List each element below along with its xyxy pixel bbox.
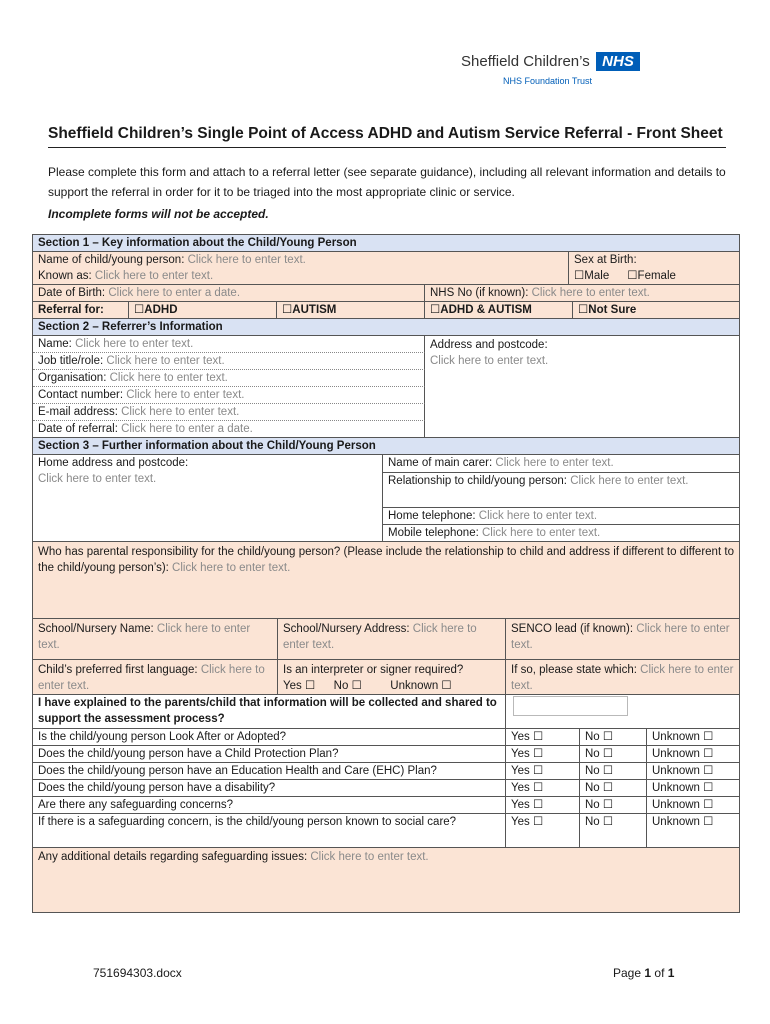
child-name-label: Name of child/young person: — [38, 254, 185, 266]
carer-cell — [383, 455, 739, 473]
additional-details-cell — [33, 848, 739, 912]
home-telephone-input[interactable]: Click here to enter text. — [478, 510, 598, 522]
interpreter-cell — [278, 660, 506, 695]
interpreter-which-label: If so, please state which: — [511, 664, 637, 676]
trust-logo — [461, 52, 640, 71]
language-label: Child’s preferred first language: — [38, 664, 198, 676]
ehc-plan-yes-checkbox[interactable]: Yes ☐ — [506, 763, 580, 780]
school-name-input[interactable]: Click here to enter text. — [38, 623, 251, 651]
nhs-cell — [425, 285, 739, 302]
page-total: 1 — [667, 966, 675, 980]
dob-cell — [33, 285, 425, 302]
referral-form — [32, 234, 740, 913]
protection-plan-unknown-checkbox[interactable]: Unknown ☐ — [647, 746, 739, 763]
home-telephone-label: Home telephone: — [388, 510, 476, 522]
child-name-cell — [33, 252, 569, 285]
sex-cell — [569, 252, 739, 285]
job-title-label: Job title/role: — [38, 355, 104, 367]
adhd-autism-checkbox[interactable]: ☐ADHD & AUTISM — [425, 302, 573, 319]
female-checkbox[interactable]: ☐Female — [627, 270, 676, 282]
safeguarding-yes-checkbox[interactable]: Yes ☐ — [506, 797, 580, 814]
job-title-cell — [33, 353, 425, 370]
looked-after-unknown-checkbox[interactable]: Unknown ☐ — [647, 729, 739, 746]
referrer-address-label: Address and postcode: — [430, 339, 548, 351]
organisation-cell — [33, 370, 425, 387]
relationship-label: Relationship to child/young person: — [388, 475, 568, 487]
contact-number-input[interactable]: Click here to enter text. — [126, 389, 245, 401]
relationship-cell — [383, 473, 739, 508]
mobile-telephone-input[interactable]: Click here to enter text. — [482, 527, 601, 539]
organisation-label: Organisation: — [38, 372, 107, 384]
male-checkbox[interactable]: ☐Male — [574, 270, 610, 282]
dob-input[interactable]: Click here to enter a date. — [108, 287, 241, 299]
question-disability: Does the child/young person have a disability? — [33, 780, 506, 797]
referral-date-input[interactable]: Click here to enter a date. — [121, 423, 253, 435]
referrer-address-cell — [425, 336, 739, 438]
organisation-input[interactable]: Click here to enter text. — [109, 372, 228, 384]
contact-number-cell — [33, 387, 425, 404]
section1-heading: Section 1 – Key information about the Child/Young Person — [33, 235, 739, 252]
question-protection-plan: Does the child/young person have a Child Protection Plan? — [33, 746, 506, 763]
logo-sub: NHS Foundation Trust — [503, 76, 593, 86]
explained-cell: I have explained to the parents/child that information will be collected and shared to support the assessment process? — [33, 695, 506, 729]
parental-responsibility-input[interactable]: Click here to enter text. — [172, 562, 291, 574]
home-address-label: Home address and postcode: — [38, 457, 189, 469]
disability-unknown-checkbox[interactable]: Unknown ☐ — [647, 780, 739, 797]
protection-plan-no-checkbox[interactable]: No ☐ — [580, 746, 647, 763]
safeguarding-no-checkbox[interactable]: No ☐ — [580, 797, 647, 814]
footer-page-number — [613, 966, 674, 980]
interpreter-which-input[interactable]: Click here to enter text. — [511, 664, 734, 692]
nhs-label: NHS No (if known): — [430, 287, 529, 299]
interpreter-label: Is an interpreter or signer required? — [283, 664, 464, 676]
senco-cell — [506, 619, 739, 660]
disability-yes-checkbox[interactable]: Yes ☐ — [506, 780, 580, 797]
dob-label: Date of Birth: — [38, 287, 106, 299]
nhs-input[interactable]: Click here to enter text. — [531, 287, 650, 299]
adhd-checkbox[interactable]: ☐ADHD — [129, 302, 277, 319]
logo-org-name: Sheffield Children’s — [461, 53, 590, 70]
safeguarding-unknown-checkbox[interactable]: Unknown ☐ — [647, 797, 739, 814]
mobile-telephone-cell — [383, 525, 739, 542]
warning-text: Incomplete forms will not be accepted. — [48, 207, 269, 221]
interpreter-which-cell — [506, 660, 739, 695]
language-input[interactable]: Click here to enter text. — [38, 664, 265, 692]
home-telephone-cell — [383, 508, 739, 525]
parental-responsibility-label: Who has parental responsibility for the child/young person? (Please include the relationship to child and address if different to different to the child/young person’s): — [38, 546, 734, 574]
question-looked-after: Is the child/young person Look After or Adopted? — [33, 729, 506, 746]
referral-date-label: Date of referral: — [38, 423, 118, 435]
page-current: 1 — [644, 966, 652, 980]
carer-label: Name of main carer: — [388, 457, 493, 469]
autism-checkbox[interactable]: ☐AUTISM — [277, 302, 425, 319]
email-label: E-mail address: — [38, 406, 118, 418]
sex-label: Sex at Birth: — [574, 254, 637, 266]
looked-after-no-checkbox[interactable]: No ☐ — [580, 729, 647, 746]
section2-heading: Section 2 – Referrer’s Information — [33, 319, 739, 336]
referrer-name-cell — [33, 336, 425, 353]
social-care-no-checkbox[interactable]: No ☐ — [580, 814, 647, 848]
known-as-input[interactable]: Click here to enter text. — [94, 270, 214, 282]
social-care-yes-checkbox[interactable]: Yes ☐ — [506, 814, 580, 848]
ehc-plan-unknown-checkbox[interactable]: Unknown ☐ — [647, 763, 739, 780]
footer-filename: 751694303.docx — [93, 966, 182, 980]
social-care-unknown-checkbox[interactable]: Unknown ☐ — [647, 814, 739, 848]
section3-heading: Section 3 – Further information about the Child/Young Person — [33, 438, 739, 455]
child-name-input[interactable]: Click here to enter text. — [187, 254, 306, 266]
disability-no-checkbox[interactable]: No ☐ — [580, 780, 647, 797]
carer-input[interactable]: Click here to enter text. — [495, 457, 614, 469]
parental-responsibility-cell — [33, 542, 739, 619]
interpreter-unknown-checkbox[interactable]: Unknown ☐ — [390, 680, 452, 692]
additional-details-label: Any additional details regarding safeguarding issues: — [38, 851, 308, 863]
referrer-name-input[interactable]: Click here to enter text. — [75, 338, 194, 350]
ehc-plan-no-checkbox[interactable]: No ☐ — [580, 763, 647, 780]
question-social-care: If there is a safeguarding concern, is the child/young person known to social care? — [33, 814, 506, 848]
home-address-cell — [33, 455, 383, 542]
page-prefix: Page — [613, 966, 642, 980]
question-ehc-plan: Does the child/young person have an Education Health and Care (EHC) Plan? — [33, 763, 506, 780]
senco-input[interactable]: Click here to enter text. — [511, 623, 730, 651]
nhs-badge: NHS — [596, 52, 640, 71]
referrer-name-label: Name: — [38, 338, 72, 350]
relationship-input[interactable]: Click here to enter text. — [570, 475, 689, 487]
known-as-label: Known as: — [38, 270, 92, 282]
looked-after-yes-checkbox[interactable]: Yes ☐ — [506, 729, 580, 746]
school-address-cell — [278, 619, 506, 660]
school-name-label: School/Nursery Name: — [38, 623, 154, 635]
school-address-input[interactable]: Click here to enter text. — [283, 623, 477, 651]
referrer-address-input[interactable]: Click here to enter text. — [430, 355, 549, 367]
school-address-label: School/Nursery Address: — [283, 623, 410, 635]
contact-number-label: Contact number: — [38, 389, 124, 401]
explained-input[interactable] — [513, 696, 628, 716]
intro-text: Please complete this form and attach to a referral letter (see separate guidance), including all relevant information and details to support the referral in order for it to be triaged into the most appropriate clinic or service. — [48, 165, 726, 199]
language-cell — [33, 660, 278, 695]
page-title: Sheffield Children’s Single Point of Access ADHD and Autism Service Referral - Front Sheet — [48, 125, 726, 148]
referral-for-label: Referral for: — [33, 302, 129, 319]
job-title-input[interactable]: Click here to enter text. — [106, 355, 225, 367]
additional-details-input[interactable]: Click here to enter text. — [310, 851, 429, 863]
senco-label: SENCO lead (if known): — [511, 623, 634, 635]
not-sure-checkbox[interactable]: ☐Not Sure — [573, 302, 739, 319]
email-input[interactable]: Click here to enter text. — [121, 406, 240, 418]
email-cell — [33, 404, 425, 421]
protection-plan-yes-checkbox[interactable]: Yes ☐ — [506, 746, 580, 763]
question-safeguarding: Are there any safeguarding concerns? — [33, 797, 506, 814]
referral-date-cell — [33, 421, 425, 438]
mobile-telephone-label: Mobile telephone: — [388, 527, 479, 539]
page-of: of — [654, 966, 665, 980]
school-name-cell — [33, 619, 278, 660]
interpreter-no-checkbox[interactable]: No ☐ — [333, 680, 362, 692]
interpreter-yes-checkbox[interactable]: Yes ☐ — [283, 680, 316, 692]
home-address-input[interactable]: Click here to enter text. — [38, 473, 157, 485]
